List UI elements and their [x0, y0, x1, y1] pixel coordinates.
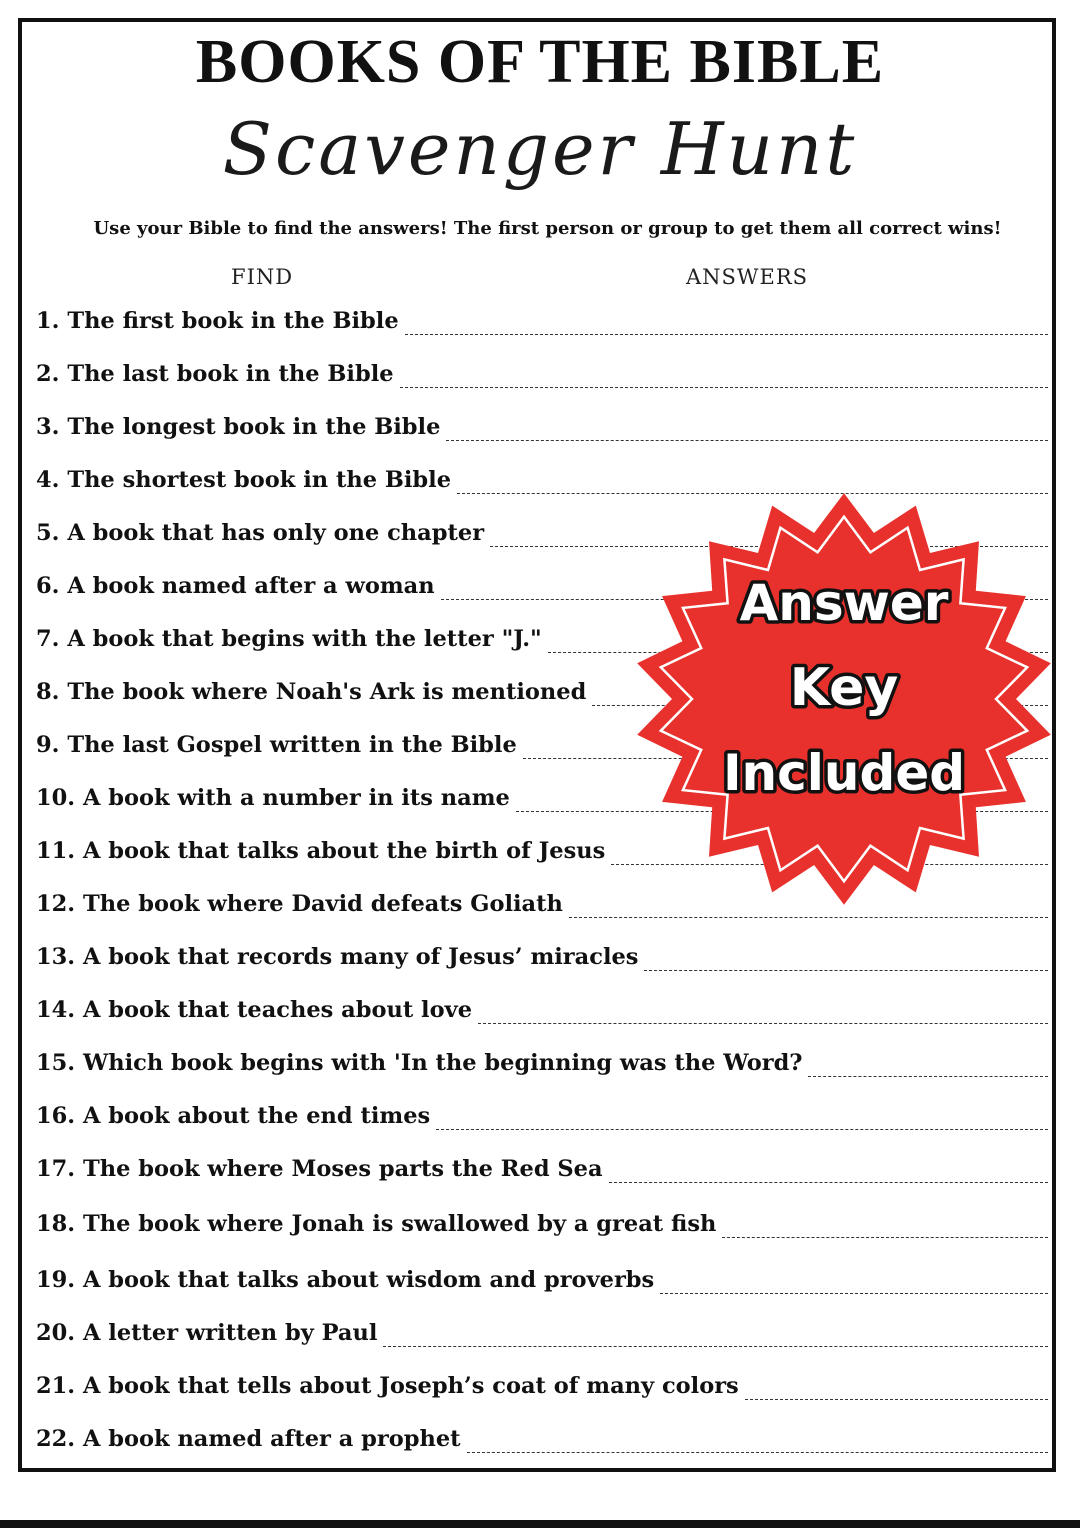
- question-text: 17. The book where Moses parts the Red Sea: [36, 1156, 603, 1182]
- question-row: [36, 1308, 1048, 1348]
- question-row: [36, 932, 1048, 972]
- question-text: 20. A letter written by Paul: [36, 1320, 378, 1346]
- question-text: 14. A book that teaches about love: [36, 997, 473, 1023]
- question-text: 15. Which book begins with 'In the beginning was the Word?: [36, 1050, 803, 1076]
- instructions-text: Use your Bible to find the answers! The first person or group to get them all correct wins!: [93, 218, 1002, 239]
- question-row: [36, 985, 1048, 1025]
- answers-column-header: ANSWERS: [686, 265, 809, 289]
- question-text: 2. The last book in the Bible: [36, 361, 394, 387]
- answer-line[interactable]: [478, 1023, 1048, 1024]
- badge-line-1: Answer: [739, 574, 949, 632]
- answer-line[interactable]: [405, 334, 1048, 335]
- answer-line[interactable]: [569, 917, 1048, 918]
- question-row: [36, 1255, 1048, 1295]
- badge-line-2: Key: [789, 658, 899, 718]
- question-row: [36, 1199, 1048, 1239]
- question-text: 3. The longest book in the Bible: [36, 414, 441, 440]
- find-column-header: FIND: [231, 265, 294, 289]
- question-row: [36, 1361, 1048, 1401]
- answer-line[interactable]: [436, 1129, 1048, 1130]
- badge-line-3: Included: [722, 744, 966, 802]
- answer-line[interactable]: [660, 1293, 1048, 1294]
- answer-line[interactable]: [400, 387, 1048, 388]
- question-text: 5. A book that has only one chapter: [36, 520, 485, 546]
- answer-line[interactable]: [644, 970, 1048, 971]
- question-text: 9. The last Gospel written in the Bible: [36, 732, 517, 758]
- question-row: [36, 1038, 1048, 1078]
- question-text: 12. The book where David defeats Goliath: [36, 891, 563, 917]
- question-text: 21. A book that tells about Joseph’s coat of many colors: [36, 1373, 739, 1399]
- question-text: 18. The book where Jonah is swallowed by a great fish: [36, 1211, 717, 1237]
- page-subtitle: Scavenger Hunt: [222, 107, 858, 191]
- question-text: 13. A book that records many of Jesus’ miracles: [36, 944, 639, 970]
- question-text: 7. A book that begins with the letter "J.": [36, 626, 542, 652]
- question-text: 11. A book that talks about the birth of Jesus: [36, 838, 606, 864]
- question-row: [36, 402, 1048, 442]
- question-text: 1. The first book in the Bible: [36, 308, 399, 334]
- page-title: BOOKS OF THE BIBLE: [195, 28, 885, 96]
- question-row: [36, 1144, 1048, 1184]
- answer-line[interactable]: [446, 440, 1048, 441]
- answer-line[interactable]: [745, 1399, 1048, 1400]
- answer-line[interactable]: [383, 1346, 1048, 1347]
- question-text: 16. A book about the end times: [36, 1103, 431, 1129]
- answer-line[interactable]: [609, 1182, 1048, 1183]
- answer-key-badge: [632, 492, 1056, 906]
- answer-line[interactable]: [467, 1452, 1048, 1453]
- question-text: 4. The shortest book in the Bible: [36, 467, 452, 493]
- question-text: 19. A book that talks about wisdom and proverbs: [36, 1267, 655, 1293]
- question-row: [36, 349, 1048, 389]
- question-row: [36, 455, 1048, 495]
- answer-line[interactable]: [808, 1076, 1048, 1077]
- question-text: 22. A book named after a prophet: [36, 1426, 461, 1452]
- question-row: [36, 1091, 1048, 1131]
- question-text: 6. A book named after a woman: [36, 573, 435, 599]
- question-text: 10. A book with a number in its name: [36, 785, 510, 811]
- question-row: [36, 1414, 1048, 1454]
- answer-line[interactable]: [722, 1237, 1048, 1238]
- question-text: 8. The book where Noah's Ark is mentioned: [36, 679, 587, 705]
- question-row: [36, 296, 1048, 336]
